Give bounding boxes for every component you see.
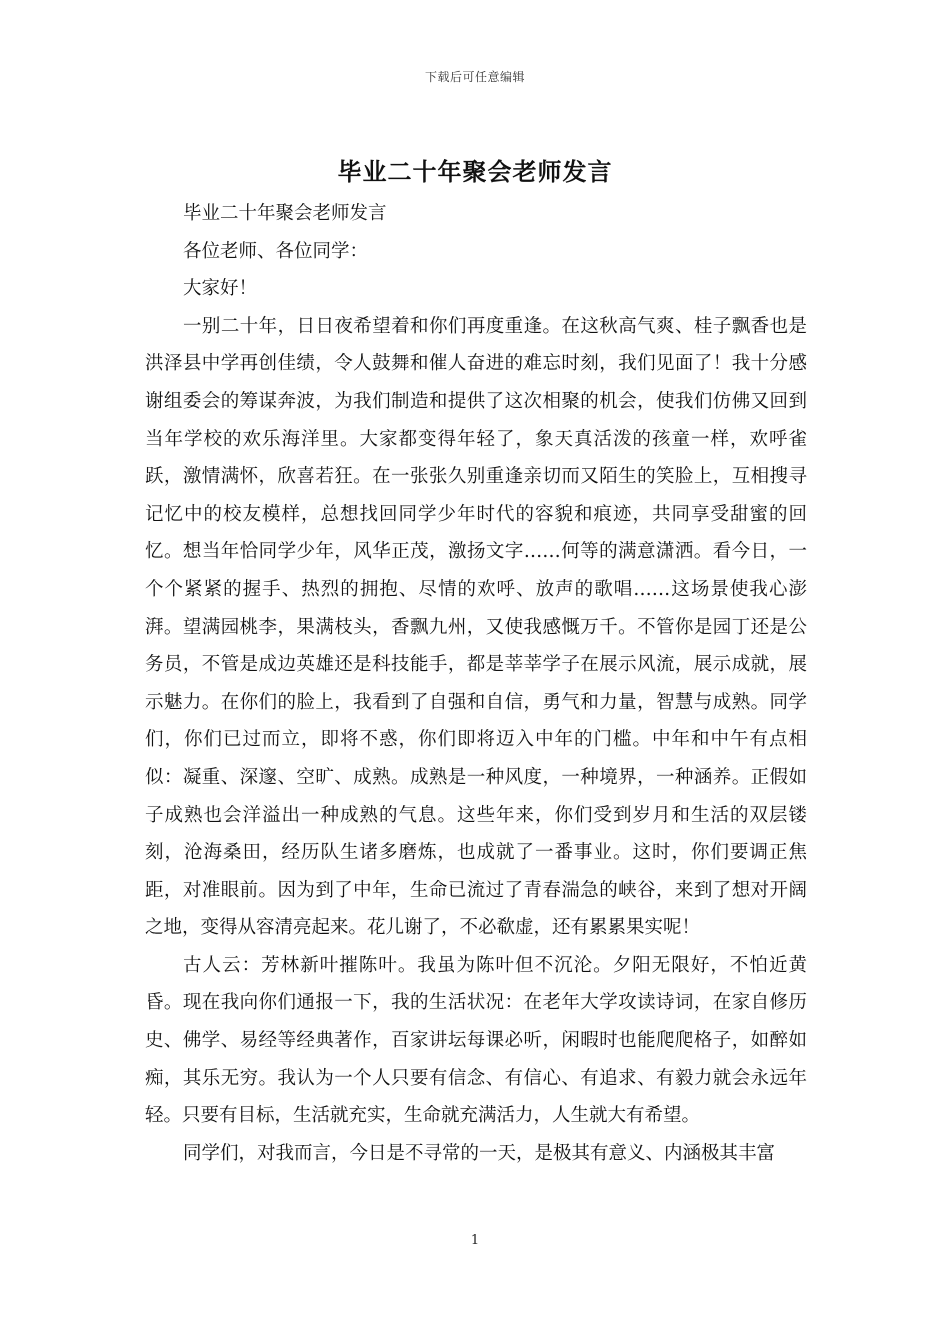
document-title: 毕业二十年聚会老师发言 [337,157,613,186]
body-paragraph-3: 同学们，对我而言，今日是不寻常的一天，是极其有意义、内涵极其丰富 [183,1142,776,1164]
greeting-paragraph: 大家好！ [183,278,258,300]
document-body [145,195,807,1172]
subtitle-paragraph: 毕业二十年聚会老师发言 [183,203,387,224]
salutation-paragraph: 各位老师、各位同学： [183,240,369,262]
body-paragraph-2: 古人云：芳林新叶摧陈叶。我虽为陈叶但不沉沦。夕阳无限好，不怕近黄昏。现在我向你们通报一下，我的生活状况：在老年大学攻读诗词，在家自修历史、佛学、易经等经典著作，百家讲坛每课必听，闲暇时也能爬爬格子，如醉如痴，其乐无穷。我认为一个人只要有信念、有信心、有追求、有毅力就会永远年轻。只要有目标，生活就充实，生命就充满活力，人生就大有希望。 [145,954,807,1127]
body-paragraph-1: 一别二十年，日日夜希望着和你们再度重逢。在这秋高气爽、桂子飘香也是洪泽县中学再创佳绩，令人鼓舞和催人奋进的难忘时刻，我们见面了！我十分感谢组委会的筹谋奔波，为我们制造和提供了这次相聚的机会，使我们仿佛又回到当年学校的欢乐海洋里。大家都变得年轻了，象天真活泼的孩童一样，欢呼雀跃，激情满怀，欣喜若狂。在一张张久别重逢亲切而又陌生的笑脸上，互相搜寻记忆中的校友模样，总想找回同学少年时代的容貌和痕迹，共同享受甜蜜的回忆。想当年恰同学少年，风华正茂，激扬文字……何等的满意潇洒。看今日，一个个紧紧的握手、热烈的拥抱、尽情的欢呼、放声的歌唱……这场景使我心澎湃。望满园桃李，果满枝头，香飘九州，又使我感慨万千。不管你是园丁还是公务员，不管是成边英雄还是科技能手，都是莘莘学子在展示风流，展示成就，展示魅力。在你们的脸上，我看到了自强和自信，勇气和力量，智慧与成熟。同学们，你们已过而立，即将不惑，你们即将迈入中年的门槛。中年和中午有点相似：凝重、深邃、空旷、成熟。成熟是一种风度，一种境界，一种涵养。正假如子成熟也会洋溢出一种成熟的气息。这些年来，你们受到岁月和生活的双层镂刻，沧海桑田，经历队生诸多磨炼，也成就了一番事业。这时，你们要调正焦距，对准眼前。因为到了中年，生命已流过了青春湍急的峡谷，来到了想对开阔之地，变得从容清亮起来。花儿谢了，不必欷虚，还有累累果实呢！ [145,315,807,939]
header-note: 下载后可任意编辑 [424,70,525,84]
page-number: 1 [470,1233,480,1248]
